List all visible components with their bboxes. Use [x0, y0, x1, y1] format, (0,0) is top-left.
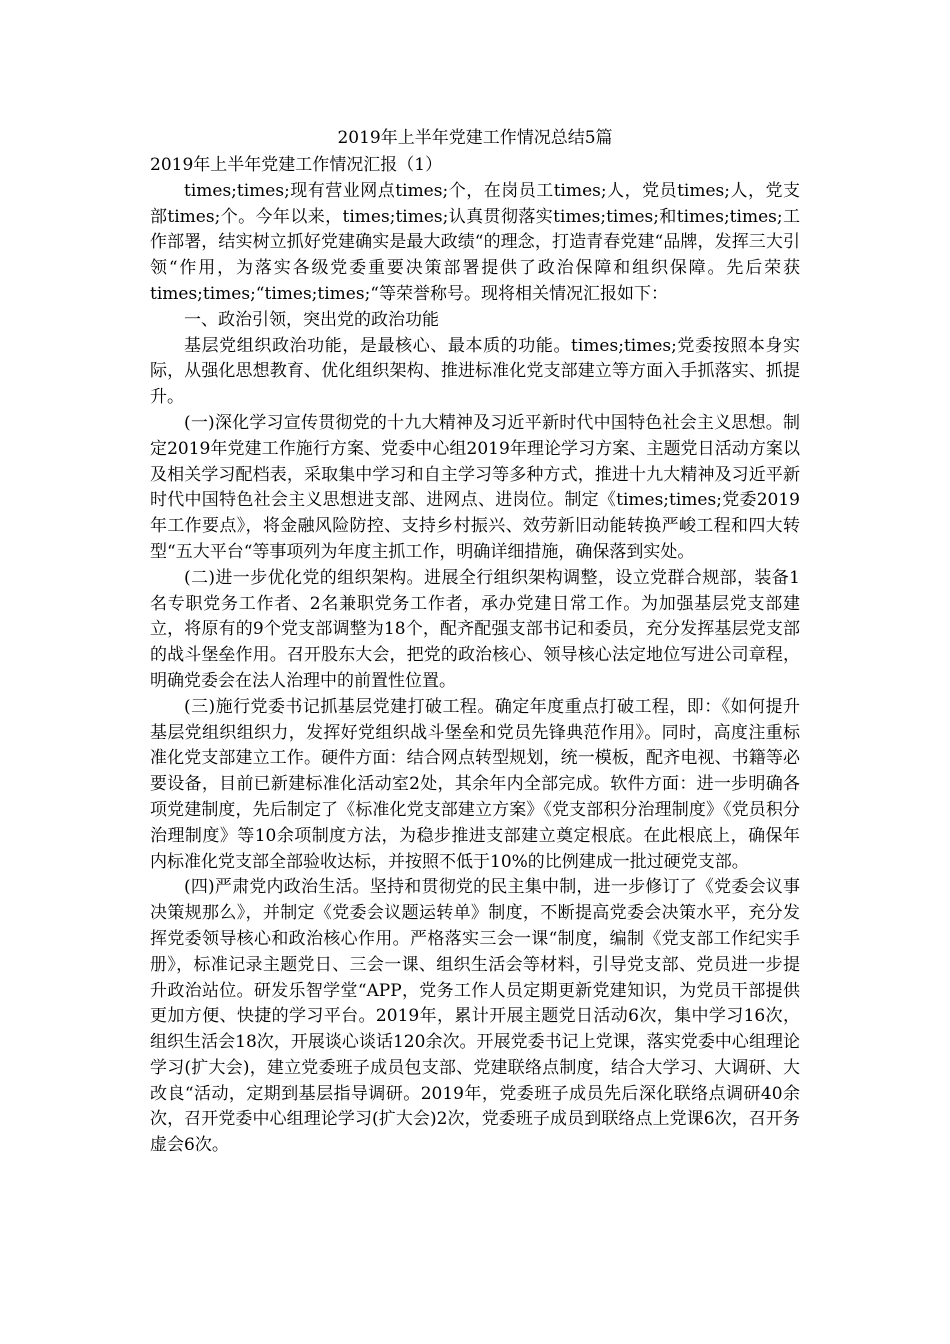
paragraph-item-4: (四)严肃党内政治生活。坚持和贯彻党的民主集中制，进一步修订了《党委会议事决策规那么》，并制定《党委会议题运转单》制度，不断提高党委会决策水平，充分发挥党委领导核心和政治核心作用。严格落实三会一课“制度，编制《党支部工作纪实手册》，标准记录主题党日、三会一课、组织生活会等材料，引导党支部、党员进一步提升政治站位。研发乐智学堂“APP，党务工作人员定期更新党建知识，为党员干部提供更加方便、快捷的学习平台。2019年，累计开展主题党日活动6次，集中学习16次，组织生活会18次，开展谈心谈话120余次。开展党委书记上党课，落实党委中心组理论学习(扩大会)，建立党委班子成员包支部、党建联络点制度，结合大学习、大调研、大改良“活动，定期到基层指导调研。2019年，党委班子成员先后深化联络点调研40余次，召开党委中心组理论学习(扩大会)2次，党委班子成员到联络点上党课6次，召开务虚会6次。 — [150, 877, 800, 1156]
paragraph-item-3: (三)施行党委书记抓基层党建打破工程。确定年度重点打破工程，即：《如何提升基层党组织组织力，发挥好党组织战斗堡垒和党员先锋典范作用》。同时，高度注重标准化党支部建立工作。硬件方面：结合网点转型规划，统一模板，配齐电视、书籍等必要设备，目前已新建标准化活动室2处，其余年内全部完成。软件方面：进一步明确各项党建制度，先后制定了《标准化党支部建立方案》《党支部积分治理制度》《党员积分治理制度》等10余项制度方法，为稳步推进支部建立奠定根底。在此根底上，确保年内标准化党支部全部验收达标，并按照不低于10%的比例建成一批过硬党支部。 — [150, 696, 800, 872]
section-heading-political: 一、政治引领，突出党的政治功能 — [184, 309, 439, 330]
section-title: 2019年上半年党建工作情况汇报（1） — [150, 155, 443, 175]
document-title: 2019年上半年党建工作情况总结5篇 — [337, 128, 613, 148]
paragraph-item-1: (一)深化学习宣传贯彻党的十九大精神及习近平新时代中国特色社会主义思想。制定2019年党建工作施行方案、党委中心组2019年理论学习方案、主题党日活动方案以及相关学习配档表，采取集中学习和自主学习等多种方式，推进十九大精神及习近平新时代中国特色社会主义思想进支部、进网点、进岗位。制定《times;times;党委2019年工作要点》，将金融风险防控、支持乡村振兴、效劳新旧动能转换严峻工程和四大转型“五大平台“等事项列为年度主抓工作，明确详细措施，确保落到实处。 — [150, 412, 800, 562]
paragraph-item-2: (二)进一步优化党的组织架构。进展全行组织架构调整，设立党群合规部，装备1名专职党务工作者、2名兼职党务工作者，承办党建日常工作。为加强基层党支部建立，将原有的9个党支部调整为18个，配齐配强支部书记和委员，充分发挥基层党支部的战斗堡垒作用。召开股东大会，把党的政治核心、领导核心法定地位写进公司章程，明确党委会在法人治理中的前置性位置。 — [150, 567, 800, 691]
document-body — [150, 123, 800, 1159]
paragraph-political-function: 基层党组织政治功能，是最核心、最本质的功能。times;times;党委按照本身实际，从强化思想教育、优化组织架构、推进标准化党支部建立等方面入手抓落实、抓提升。 — [150, 335, 800, 408]
paragraph-intro: times;times;现有营业网点times;个，在岗员工times;人，党员times;人，党支部times;个。今年以来，times;times;认真贯彻落实times;times;和times;times;工作部署，结实树立抓好党建确实是最大政绩“的理念，打造青春党建“品牌，发挥三大引领“作用，为落实各级党委重要决策部署提供了政治保障和组织保障。先后荣获times;times;“times;times;“等荣誉称号。现将相关情况汇报如下： — [150, 180, 800, 304]
